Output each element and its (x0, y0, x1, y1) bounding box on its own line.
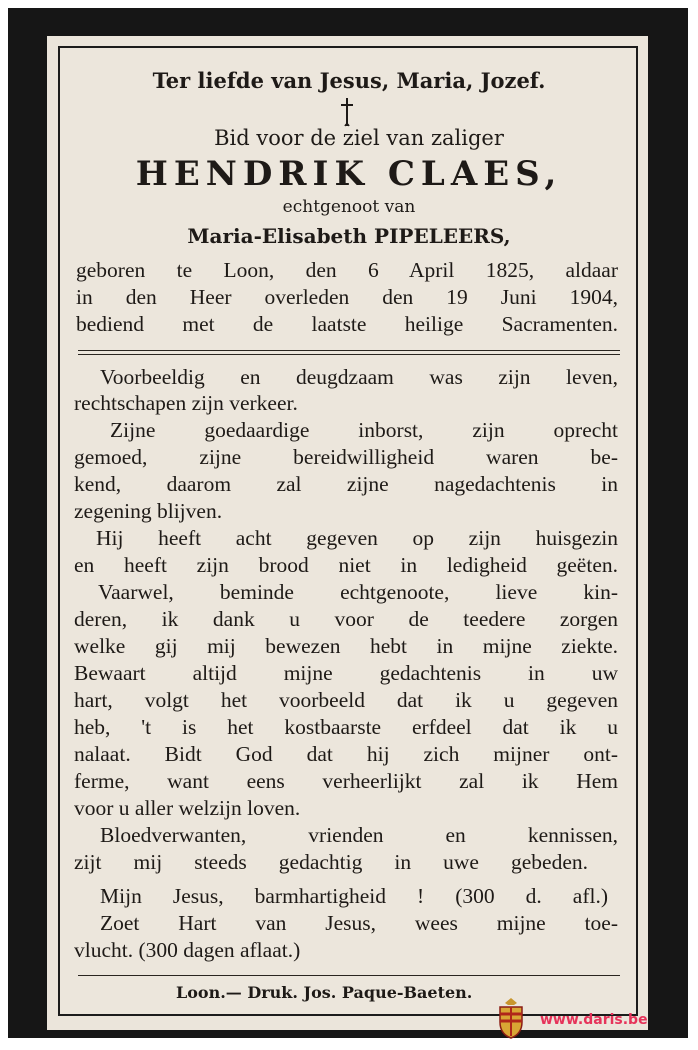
spouse-name: Maria-Elisabeth PIPELEERS, (187, 224, 511, 248)
text-line: vlucht. (300 dagen aflaat.) (74, 938, 301, 962)
text-line: hart, volgt het voorbeeld dat ik u gegeven (74, 688, 618, 712)
text-line: welke gij mij bewezen hebt in mijne ziekte. (74, 634, 618, 658)
text-line: deren, ik dank u voor de teedere zorgen (74, 607, 618, 631)
text-line: Vaarwel, beminde echtgenoote, lieve kin- (98, 580, 618, 604)
spouse-intro: echtgenoot van (282, 197, 416, 217)
text-line: voor u aller welzijn loven. (74, 796, 301, 820)
coat-of-arms-logo (496, 996, 526, 1040)
text-line: Zoet Hart van Jesus, wees mijne toe- (100, 911, 618, 935)
life-line-3: bediend met de laatste heilige Sacramenten. (76, 312, 618, 336)
text-line: rechtschapen zijn verkeer. (74, 391, 298, 415)
text-line: zijt mij steeds gedachtig in uwe gebeden. (74, 850, 588, 874)
text-line: heb, 't is het kostbaarste erfdeel dat ik u (74, 715, 618, 739)
text-line: kend, daarom zal zijne nagedachtenis in (74, 472, 618, 496)
life-line-2: in den Heer overleden den 19 Juni 1904, (76, 285, 618, 309)
printer-credit: Loon.— Druk. Jos. Paque-Baeten. (176, 983, 473, 1002)
text-line: Bloedverwanten, vrienden en kennissen, (100, 823, 618, 847)
cross-icon (337, 96, 357, 128)
text-line: Mijn Jesus, barmhartigheid ! (300 d. afl.) (100, 884, 608, 908)
prayer-intro: Bid voor de ziel van zaliger (214, 126, 504, 150)
text-line: Zijne goedaardige inborst, zijn oprecht (110, 418, 618, 442)
footer-rule (78, 975, 620, 976)
watermark-text: www.daris.be (540, 1012, 648, 1028)
text-line: nalaat. Bidt God dat hij zich mijner ont- (74, 742, 618, 766)
invocation-line: Ter liefde van Jesus, Maria, Jozef. (152, 68, 546, 93)
text-line: en heeft zijn brood niet in ledigheid geëten. (74, 553, 618, 577)
deceased-name: HENDRIK CLAES, (135, 154, 563, 194)
text-line: gemoed, zijne bereidwilligheid waren be- (74, 445, 618, 469)
text-line: Hij heeft acht gegeven op zijn huisgezin (96, 526, 618, 550)
text-line: ferme, want eens verheerlijkt zal ik Hem (74, 769, 618, 793)
life-line-1: geboren te Loon, den 6 April 1825, aldaar (76, 258, 618, 282)
divider-rule (78, 350, 620, 351)
text-line: Bewaart altijd mijne gedachtenis in uw (74, 661, 618, 685)
text-line: zegening blijven. (74, 499, 223, 523)
text-line: Voorbeeldig en deugdzaam was zijn leven, (100, 365, 618, 389)
